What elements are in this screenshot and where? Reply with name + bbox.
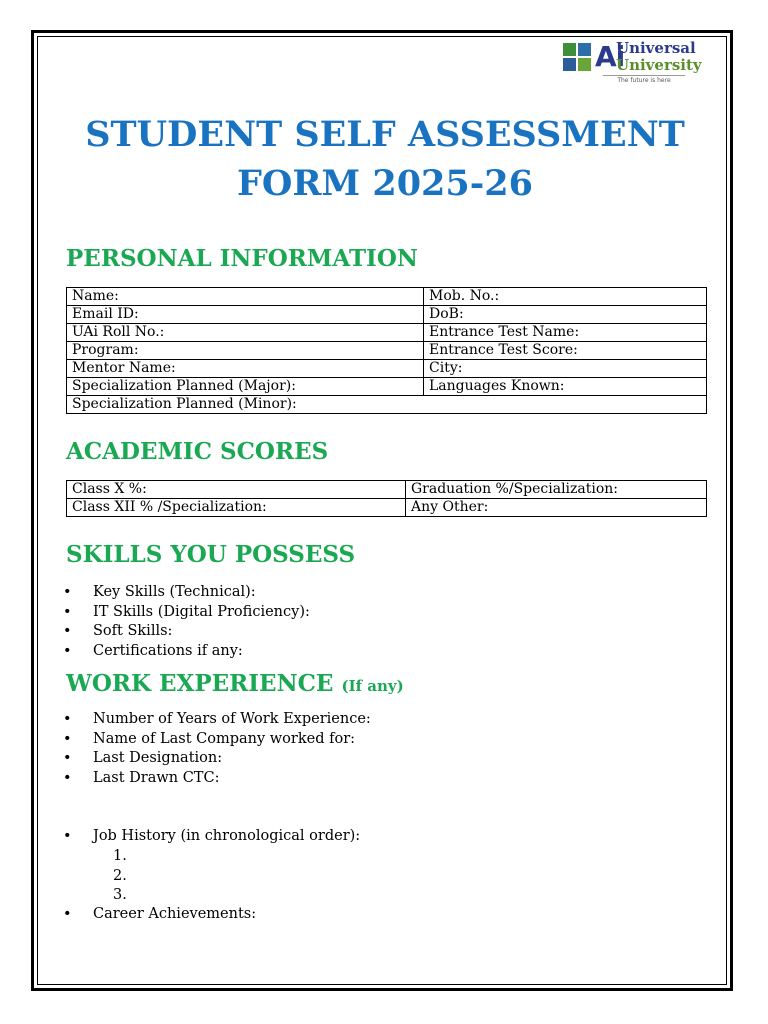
- personal-info-heading: PERSONAL INFORMATION: [66, 245, 418, 272]
- work-experience-list: [60, 710, 371, 788]
- career-achievements-label: Career Achievements:: [93, 906, 257, 922]
- table-cell: Languages Known:: [424, 378, 707, 396]
- table-row: [67, 306, 707, 324]
- logo-mark: Ai: [595, 40, 625, 73]
- list-item: • Career Achievements:: [63, 906, 257, 922]
- bullet-icon: •: [63, 711, 72, 727]
- job-history-numbers: [113, 847, 127, 906]
- list-item: • Job History (in chronological order):: [63, 828, 361, 844]
- list-item: [60, 603, 310, 623]
- academic-scores-table: [66, 480, 707, 517]
- list-item: [60, 749, 371, 769]
- page-title: [40, 110, 730, 208]
- table-cell: DoB:: [424, 306, 707, 324]
- logo-name: [616, 40, 702, 74]
- list-item: [60, 583, 310, 603]
- table-cell: Specialization Planned (Major):: [67, 378, 424, 396]
- bullet-icon: •: [63, 642, 72, 659]
- table-row: [67, 360, 707, 378]
- list-item-label: Key Skills (Technical):: [93, 584, 256, 600]
- table-cell: Class XII % /Specialization:: [67, 499, 406, 517]
- table-cell: Graduation %/Specialization:: [406, 481, 707, 499]
- logo-line-2: University: [616, 56, 702, 74]
- table-cell: Entrance Test Score:: [424, 342, 707, 360]
- work-experience-note: (If any): [341, 677, 404, 695]
- list-item-label: Certifications if any:: [93, 642, 243, 659]
- list-item: [60, 622, 310, 642]
- university-logo: [563, 40, 725, 84]
- table-row: [67, 324, 707, 342]
- academic-scores-rows: [67, 481, 707, 517]
- list-item: [60, 710, 371, 730]
- bullet-icon: •: [63, 584, 72, 600]
- table-cell: Class X %:: [67, 481, 406, 499]
- table-row: [67, 288, 707, 306]
- logo-tiles-icon: [563, 43, 593, 73]
- job-history-label: Job History (in chronological order):: [93, 828, 361, 844]
- bullet-icon: •: [63, 730, 72, 747]
- logo-tagline: The future is here: [603, 75, 685, 84]
- list-item-label: Number of Years of Work Experience:: [93, 711, 371, 727]
- list-item-label: IT Skills (Digital Proficiency):: [93, 603, 310, 620]
- list-item-label: Name of Last Company worked for:: [93, 730, 356, 747]
- work-experience-heading: [66, 670, 404, 697]
- bullet-icon: •: [63, 603, 72, 620]
- list-item-label: Last Drawn CTC:: [93, 769, 220, 786]
- job-history-entry: 1.: [113, 848, 127, 864]
- table-cell: Specialization Planned (Minor):: [67, 396, 707, 414]
- table-row: [67, 396, 707, 414]
- table-cell: City:: [424, 360, 707, 378]
- job-history-entry: 3.: [113, 887, 127, 904]
- list-item-label: Last Designation:: [93, 750, 223, 767]
- table-row: [67, 342, 707, 360]
- bullet-icon: •: [63, 769, 72, 786]
- table-row: [67, 499, 707, 517]
- bullet-icon: •: [63, 623, 72, 640]
- list-item: [60, 769, 371, 789]
- list-item-label: Soft Skills:: [93, 623, 173, 640]
- title-line-2: FORM 2025-26: [237, 163, 533, 204]
- job-history-entry: 2.: [113, 867, 127, 884]
- table-row: [67, 481, 707, 499]
- academic-scores-heading: ACADEMIC SCORES: [66, 438, 329, 465]
- work-experience-title: WORK EXPERIENCE: [66, 670, 334, 697]
- table-cell: Mob. No.:: [424, 288, 707, 306]
- personal-info-rows: [67, 288, 707, 414]
- table-cell: Email ID:: [67, 306, 424, 324]
- list-item: [60, 642, 310, 662]
- logo-line-1: Universal: [616, 39, 696, 57]
- personal-info-table: [66, 287, 707, 414]
- bullet-icon: •: [63, 750, 72, 767]
- job-history-list: [60, 827, 360, 847]
- table-cell: Any Other:: [406, 499, 707, 517]
- skills-list: [60, 583, 310, 661]
- table-cell: Mentor Name:: [67, 360, 424, 378]
- table-row: [67, 378, 707, 396]
- achievements-list: [60, 905, 256, 925]
- list-item: [60, 730, 371, 750]
- table-cell: Program:: [67, 342, 424, 360]
- title-line-1: STUDENT SELF ASSESSMENT: [85, 114, 685, 155]
- skills-heading: SKILLS YOU POSSESS: [66, 541, 356, 568]
- table-cell: Entrance Test Name:: [424, 324, 707, 342]
- table-cell: UAi Roll No.:: [67, 324, 424, 342]
- table-cell: Name:: [67, 288, 424, 306]
